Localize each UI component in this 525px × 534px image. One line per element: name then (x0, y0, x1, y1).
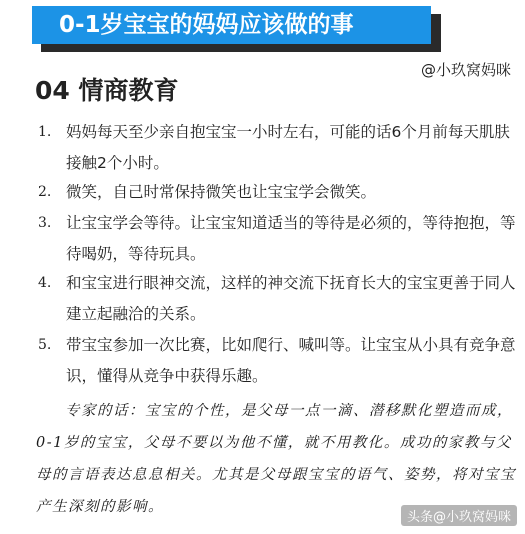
list-item (38, 117, 516, 179)
item-text: 让宝宝学会等待。让宝宝知道适当的等待是必须的，等待抱抱，等待喝奶，等待玩具。 (66, 214, 516, 263)
banner-title: 0-1岁宝宝的妈妈应该做的事 (32, 6, 431, 44)
item-text: 微笑，自己时常保持微笑也让宝宝学会微笑。 (66, 183, 377, 201)
list-item (38, 330, 516, 392)
expert-note: 专家的话：宝宝的个性，是父母一点一滴、潜移默化塑造而成，0-1岁的宝宝，父母不要以为他不懂，就不用教化。成功的家教与父母的言语表达息息相关。尤其是父母跟宝宝的语气、姿势，将对宝宝产生深刻的影响。 (36, 403, 516, 515)
list-item (38, 177, 516, 208)
author-credit: @小玖窝妈咪 (420, 61, 511, 79)
item-number: 3. (38, 215, 52, 231)
watermark: 头条@小玖窝妈咪 (401, 505, 517, 526)
list-item (38, 268, 516, 330)
item-text: 带宝宝参加一次比赛，比如爬行、喊叫等。让宝宝从小具有竞争意识，懂得从竞争中获得乐趣。 (66, 336, 516, 385)
section-title: 04 情商教育 (35, 76, 179, 105)
list-item (38, 208, 516, 270)
item-text: 妈妈每天至少亲自抱宝宝一小时左右，可能的话6个月前每天肌肤接触2个小时。 (66, 123, 510, 172)
item-text: 和宝宝进行眼神交流，这样的神交流下抚育长大的宝宝更善于同人建立起融洽的关系。 (66, 274, 516, 323)
item-number: 4. (38, 275, 52, 291)
item-number: 5. (38, 337, 52, 353)
item-number: 2. (38, 184, 52, 200)
item-number: 1. (38, 124, 52, 140)
